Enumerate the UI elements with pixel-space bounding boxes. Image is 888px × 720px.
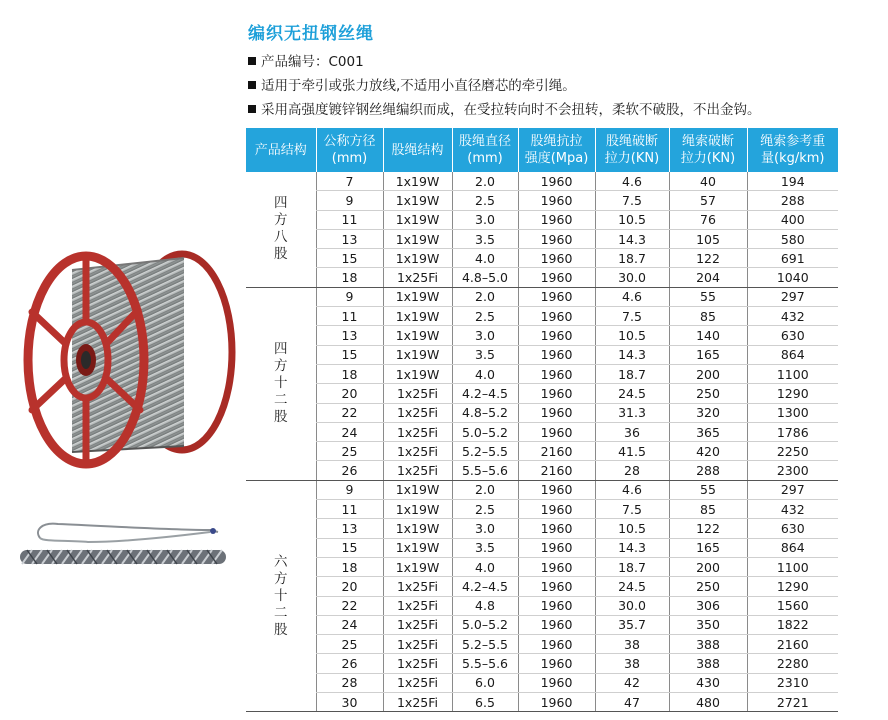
table-cell: 1786 [747,422,838,441]
table-cell: 1x19W [383,210,452,229]
column-header-product-structure [246,128,316,172]
header-label: 拉力(KN) [680,151,736,166]
table-cell: 2310 [747,673,838,692]
table-cell: 1x19W [383,326,452,345]
table-cell: 1x25Fi [383,442,452,461]
group-label: 四方八股 [274,195,288,263]
table-cell: 1960 [518,307,595,326]
table-cell: 2721 [747,693,838,712]
table-row [246,635,838,654]
table-cell: 1960 [518,596,595,615]
table-cell: 9 [316,480,383,499]
table-cell: 1960 [518,249,595,268]
table-cell: 1960 [518,577,595,596]
table-cell: 31.3 [595,403,669,422]
table-cell: 2.0 [452,480,518,499]
table-cell: 105 [669,229,747,248]
material-text: 采用高强度镀锌钢丝绳编织而成，在受拉转向时不会扭转，柔软不破股，不出金钩。 [261,102,761,118]
table-cell: 1100 [747,557,838,576]
square-bullet-icon [248,57,256,65]
table-cell: 85 [669,307,747,326]
table-row [246,615,838,634]
group-label-cell [246,172,316,287]
table-cell: 4.6 [595,287,669,306]
table-cell: 10.5 [595,519,669,538]
table-cell: 24 [316,615,383,634]
table-cell: 400 [747,210,838,229]
table-cell: 10.5 [595,326,669,345]
table-row [246,596,838,615]
table-row [246,654,838,673]
table-cell: 9 [316,191,383,210]
table-cell: 18.7 [595,249,669,268]
table-cell: 1x25Fi [383,654,452,673]
table-cell: 430 [669,673,747,692]
table-cell: 25 [316,635,383,654]
table-cell: 3.5 [452,229,518,248]
table-cell: 3.0 [452,210,518,229]
table-cell: 630 [747,326,838,345]
table-cell: 1x25Fi [383,615,452,634]
table-cell: 11 [316,307,383,326]
table-cell: 1x25Fi [383,577,452,596]
table-cell: 864 [747,538,838,557]
table-cell: 1x19W [383,249,452,268]
table-cell: 5.5–5.6 [452,461,518,480]
table-cell: 200 [669,557,747,576]
table-cell: 1960 [518,538,595,557]
header-label: 绳索破断 [681,134,734,149]
table-cell: 1x25Fi [383,422,452,441]
group-label: 六方十二股 [274,553,288,638]
feature-list [248,50,761,122]
table-cell: 1x25Fi [383,635,452,654]
table-cell: 1960 [518,635,595,654]
table-cell: 1822 [747,615,838,634]
table-cell: 1x19W [383,172,452,191]
table-cell: 1960 [518,480,595,499]
table-cell: 24.5 [595,577,669,596]
table-cell: 1x25Fi [383,461,452,480]
table-cell: 3.5 [452,538,518,557]
page-title: 编织无扭钢丝绳 [248,24,374,44]
header-label: 产品结构 [254,142,307,158]
table-cell: 1290 [747,384,838,403]
table-cell: 1960 [518,191,595,210]
column-header-rope-weight [747,128,838,172]
table-cell: 13 [316,326,383,345]
table-row [246,422,838,441]
table-cell: 57 [669,191,747,210]
list-item [248,98,761,122]
table-cell: 11 [316,210,383,229]
table-row [246,172,838,191]
table-cell: 480 [669,693,747,712]
header-label: 股绳破断 [605,134,658,149]
table-cell: 1x19W [383,191,452,210]
table-row [246,557,838,576]
table-cell: 1960 [518,268,595,287]
header-label: 强度(Mpa) [524,151,589,166]
table-row [246,268,838,287]
table-cell: 2300 [747,461,838,480]
table-cell: 47 [595,693,669,712]
table-cell: 38 [595,654,669,673]
table-cell: 24 [316,422,383,441]
table-cell: 15 [316,345,383,364]
table-row [246,307,838,326]
table-cell: 4.0 [452,249,518,268]
table-cell: 20 [316,384,383,403]
table-cell: 306 [669,596,747,615]
wire-rope-spool-image [14,240,242,480]
table-cell: 1x19W [383,364,452,383]
header-label: 股绳直径 [458,134,511,149]
table-cell: 15 [316,538,383,557]
column-header-strand-structure [383,128,452,172]
table-cell: 7.5 [595,500,669,519]
table-cell: 7 [316,172,383,191]
table-cell: 4.2–4.5 [452,384,518,403]
column-header-rope-breaking-force [669,128,747,172]
table-cell: 365 [669,422,747,441]
table-cell: 1960 [518,557,595,576]
table-cell: 420 [669,442,747,461]
table-cell: 3.0 [452,519,518,538]
table-cell: 35.7 [595,615,669,634]
group-label-cell [246,480,316,712]
table-cell: 1960 [518,172,595,191]
table-row [246,229,838,248]
table-cell: 1960 [518,500,595,519]
table-cell: 5.2–5.5 [452,442,518,461]
table-cell: 18.7 [595,557,669,576]
header-label: (mm) [331,151,368,166]
product-code-text: 产品编号：C001 [261,54,364,70]
table-row [246,249,838,268]
table-cell: 1x25Fi [383,268,452,287]
table-cell: 1x19W [383,345,452,364]
table-cell: 2.5 [452,500,518,519]
square-bullet-icon [248,105,256,113]
table-cell: 26 [316,461,383,480]
table-cell: 350 [669,615,747,634]
table-cell: 297 [747,480,838,499]
table-header-row [246,128,838,172]
table-cell: 1x25Fi [383,384,452,403]
table-cell: 1960 [518,384,595,403]
square-bullet-icon [248,81,256,89]
table-cell: 165 [669,538,747,557]
table-cell: 204 [669,268,747,287]
column-header-nominal-diameter [316,128,383,172]
table-cell: 7.5 [595,307,669,326]
table-cell: 22 [316,596,383,615]
table-row [246,693,838,712]
table-row [246,403,838,422]
table-cell: 28 [316,673,383,692]
table-cell: 165 [669,345,747,364]
table-cell: 4.0 [452,557,518,576]
table-cell: 194 [747,172,838,191]
column-header-strand-breaking-force [595,128,669,172]
table-body [246,172,838,712]
table-row [246,364,838,383]
table-cell: 250 [669,577,747,596]
table-cell: 691 [747,249,838,268]
table-cell: 5.0–5.2 [452,615,518,634]
table-cell: 26 [316,654,383,673]
table-cell: 55 [669,480,747,499]
table-cell: 25 [316,442,383,461]
table-cell: 1300 [747,403,838,422]
table-cell: 297 [747,287,838,306]
table-cell: 24.5 [595,384,669,403]
table-cell: 30.0 [595,596,669,615]
table-cell: 14.3 [595,229,669,248]
table-cell: 288 [669,461,747,480]
table-cell: 6.5 [452,693,518,712]
table-cell: 14.3 [595,538,669,557]
table-cell: 6.0 [452,673,518,692]
table-cell: 36 [595,422,669,441]
header-label: 拉力(KN) [604,151,660,166]
table-cell: 2.5 [452,191,518,210]
table-cell: 55 [669,287,747,306]
table-cell: 18 [316,557,383,576]
table-cell: 288 [747,191,838,210]
table-cell: 13 [316,519,383,538]
table-cell: 250 [669,384,747,403]
table-cell: 388 [669,654,747,673]
table-cell: 40 [669,172,747,191]
table-row [246,384,838,403]
table-cell: 1960 [518,673,595,692]
table-cell: 1x25Fi [383,403,452,422]
table-cell: 4.2–4.5 [452,577,518,596]
table-cell: 1x19W [383,307,452,326]
column-header-strand-tensile-strength [518,128,595,172]
table-cell: 4.8 [452,596,518,615]
table-cell: 1960 [518,615,595,634]
table-cell: 15 [316,249,383,268]
table-cell: 1100 [747,364,838,383]
spec-table [246,128,838,712]
table-cell: 85 [669,500,747,519]
table-cell: 1960 [518,403,595,422]
group-label-cell [246,287,316,480]
table-cell: 18 [316,364,383,383]
table-cell: 1x19W [383,538,452,557]
table-cell: 2250 [747,442,838,461]
table-cell: 3.5 [452,345,518,364]
table-row [246,480,838,499]
table-cell: 1960 [518,364,595,383]
table-cell: 1040 [747,268,838,287]
table-cell: 11 [316,500,383,519]
table-cell: 30 [316,693,383,712]
table-cell: 5.2–5.5 [452,635,518,654]
table-cell: 1x25Fi [383,673,452,692]
table-cell: 18.7 [595,364,669,383]
table-cell: 630 [747,519,838,538]
table-cell: 388 [669,635,747,654]
table-row [246,577,838,596]
table-cell: 2.5 [452,307,518,326]
table-cell: 2160 [518,442,595,461]
table-cell: 1960 [518,287,595,306]
table-cell: 14.3 [595,345,669,364]
table-cell: 1960 [518,519,595,538]
table-cell: 5.0–5.2 [452,422,518,441]
table-cell: 432 [747,307,838,326]
table-cell: 1960 [518,422,595,441]
table-cell: 4.0 [452,364,518,383]
table-cell: 864 [747,345,838,364]
table-cell: 38 [595,635,669,654]
table-cell: 122 [669,249,747,268]
table-cell: 1560 [747,596,838,615]
table-cell: 22 [316,403,383,422]
table-cell: 3.0 [452,326,518,345]
table-cell: 30.0 [595,268,669,287]
table-cell: 1960 [518,229,595,248]
table-cell: 20 [316,577,383,596]
usage-text: 适用于牵引或张力放线,不适用小直径磨芯的牵引绳。 [261,78,576,94]
list-item [248,74,761,98]
table-cell: 7.5 [595,191,669,210]
table-cell: 13 [316,229,383,248]
list-item [248,50,761,74]
table-row [246,538,838,557]
table-cell: 4.6 [595,172,669,191]
table-cell: 140 [669,326,747,345]
table-row [246,345,838,364]
table-cell: 76 [669,210,747,229]
header-label: 股绳结构 [391,142,444,158]
table-row [246,461,838,480]
table-cell: 2160 [747,635,838,654]
header-label: 量(kg/km) [761,151,825,166]
header-label: (mm) [467,151,503,166]
table-row [246,191,838,210]
table-cell: 41.5 [595,442,669,461]
table-row [246,287,838,306]
group-label: 四方十二股 [274,341,288,426]
table-cell: 1x19W [383,480,452,499]
table-cell: 1x19W [383,519,452,538]
table-cell: 2280 [747,654,838,673]
table-cell: 1x19W [383,287,452,306]
table-cell: 1960 [518,210,595,229]
table-cell: 1x19W [383,229,452,248]
table-cell: 18 [316,268,383,287]
table-row [246,210,838,229]
table-cell: 580 [747,229,838,248]
header-label: 股绳抗拉 [530,134,583,149]
table-cell: 4.8–5.0 [452,268,518,287]
table-row [246,673,838,692]
header-label: 公称方径 [323,134,376,149]
table-cell: 1x25Fi [383,596,452,615]
header-label: 绳索参考重 [760,134,826,149]
table-cell: 320 [669,403,747,422]
table-cell: 1960 [518,654,595,673]
table-cell: 432 [747,500,838,519]
table-cell: 1x25Fi [383,693,452,712]
column-header-strand-diameter [452,128,518,172]
table-cell: 200 [669,364,747,383]
table-cell: 4.8–5.2 [452,403,518,422]
table-cell: 122 [669,519,747,538]
table-cell: 9 [316,287,383,306]
table-cell: 2.0 [452,172,518,191]
braided-rope-image [18,520,228,574]
table-cell: 1290 [747,577,838,596]
table-row [246,500,838,519]
table-cell: 10.5 [595,210,669,229]
table-cell: 1960 [518,326,595,345]
table-cell: 2.0 [452,287,518,306]
table-row [246,326,838,345]
table-cell: 1x19W [383,557,452,576]
table-cell: 4.6 [595,480,669,499]
table-cell: 42 [595,673,669,692]
table-cell: 28 [595,461,669,480]
table-cell: 2160 [518,461,595,480]
table-cell: 1960 [518,345,595,364]
table-row [246,519,838,538]
table-cell: 5.5–5.6 [452,654,518,673]
table-cell: 1x19W [383,500,452,519]
table-row [246,442,838,461]
table-cell: 1960 [518,693,595,712]
